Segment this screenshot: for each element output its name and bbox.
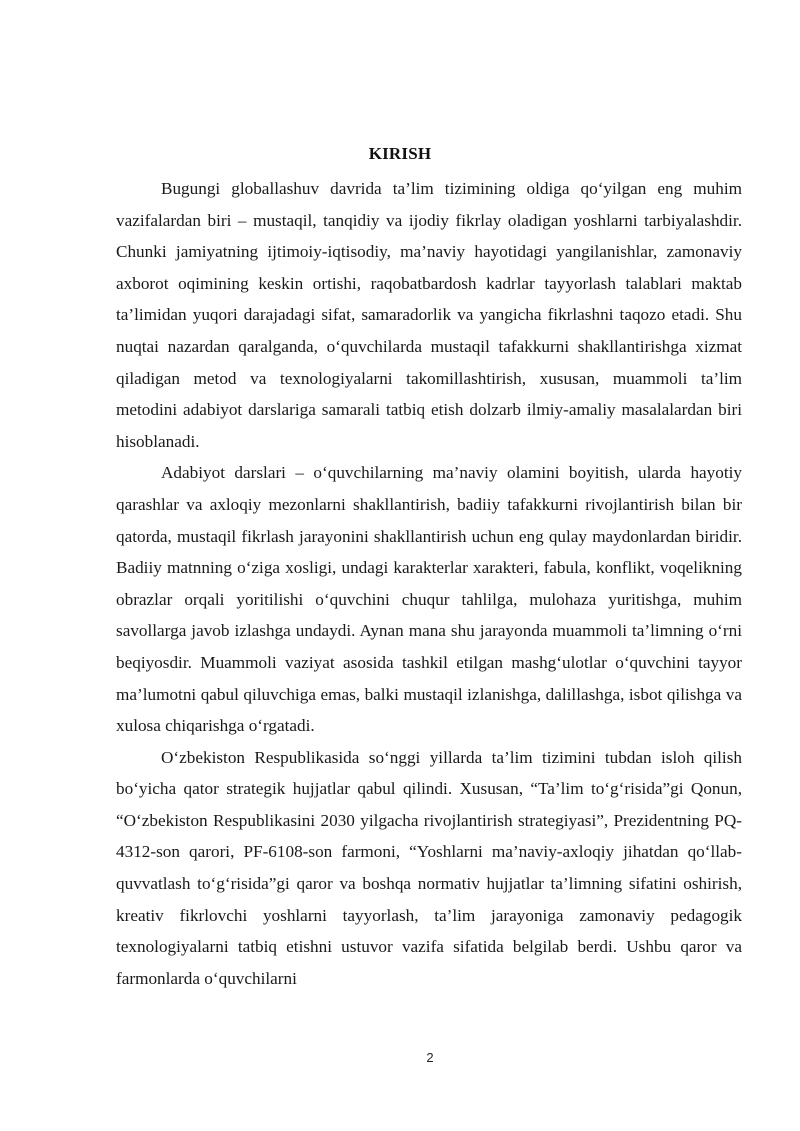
section-heading: KIRISH <box>368 144 432 163</box>
page-number: 2 <box>426 1050 434 1065</box>
paragraph-3: O‘zbekiston Respublikasida so‘nggi yillarda ta’lim tizimini tubdan isloh qilish bo‘yicha qator strategik hujjatlar qabul qilindi. Xususan, “Ta’lim to‘g‘risida”gi Qonun, “O‘zbekiston Respublikasini 2030 yilgacha rivojlantirish strategiyasi”, Prezidentning PQ-4312-son qarori, PF-6108-son farmoni, “Yoshlarni ma’naviy-axloqiy jihatdan qo‘llab-quvvatlash to‘g‘risida”gi qaror va boshqa normativ hujjatlar ta’limning sifatini oshirish, kreativ fikrlovchi yoshlarni tayyorlash, ta’lim jarayoniga zamonaviy pedagogik texnologiyalarni tatbiq etishni ustuvor vazifa sifatida belgilab berdi. Ushbu qaror va farmonlarda o‘quvchilarni <box>116 747 742 988</box>
paragraph-2: Adabiyot darslari – o‘quvchilarning ma’naviy olamini boyitish, ularda hayotiy qarashlar va axloqiy mezonlarni shakllantirish, badiiy tafakkurni rivojlantirish bilan bir qatorda, mustaqil fikrlash jarayonini shakllantirish uchun eng qulay maydonlardan biridir. Badiiy matnning o‘ziga xosligi, undagi karakterlar xarakteri, fabula, konflikt, voqelikning obrazlar orqali yoritilishi o‘quvchini chuqur tahlilga, mulohaza yuritishga, muhim savollarga javob izlashga undaydi. Aynan mana shu jarayonda muammoli ta’limning o‘rni beqiyosdir. Muammoli vaziyat asosida tashkil etilgan mashg‘ulotlar o‘quvchini tayyor ma’lumotni qabul qiluvchiga emas, balki mustaqil izlanishga, dalillashga, isbot qilishga va xulosa chiqarishga o‘rgatadi. <box>116 463 742 736</box>
paragraph-1: Bugungi globallashuv davrida ta’lim tizimining oldiga qo‘yilgan eng muhim vazifalardan biri – mustaqil, tanqidiy va ijodiy fikrlay oladigan yoshlarni tarbiyalashdir. Chunki jamiyatning ijtimoiy-iqtisodiy, ma’naviy hayotidagi yangilanishlar, zamonaviy axborot oqimining keskin ortishi, raqobatbardosh kadrlar tayyorlash talablari maktab ta’limidan yuqori darajadagi sifat, samaradorlik va yangicha fikrlashni taqozo etadi. Shu nuqtai nazardan qaralganda, o‘quvchilarda mustaqil tafakkurni shakllantirishga xizmat qiladigan metod va texnologiyalarni takomillashtirish, xususan, muammoli ta’lim metodini adabiyot darslariga samarali tatbiq etish dolzarb ilmiy-amaliy masalalardan biri hisoblanadi. <box>116 179 742 451</box>
body-text <box>116 173 742 994</box>
